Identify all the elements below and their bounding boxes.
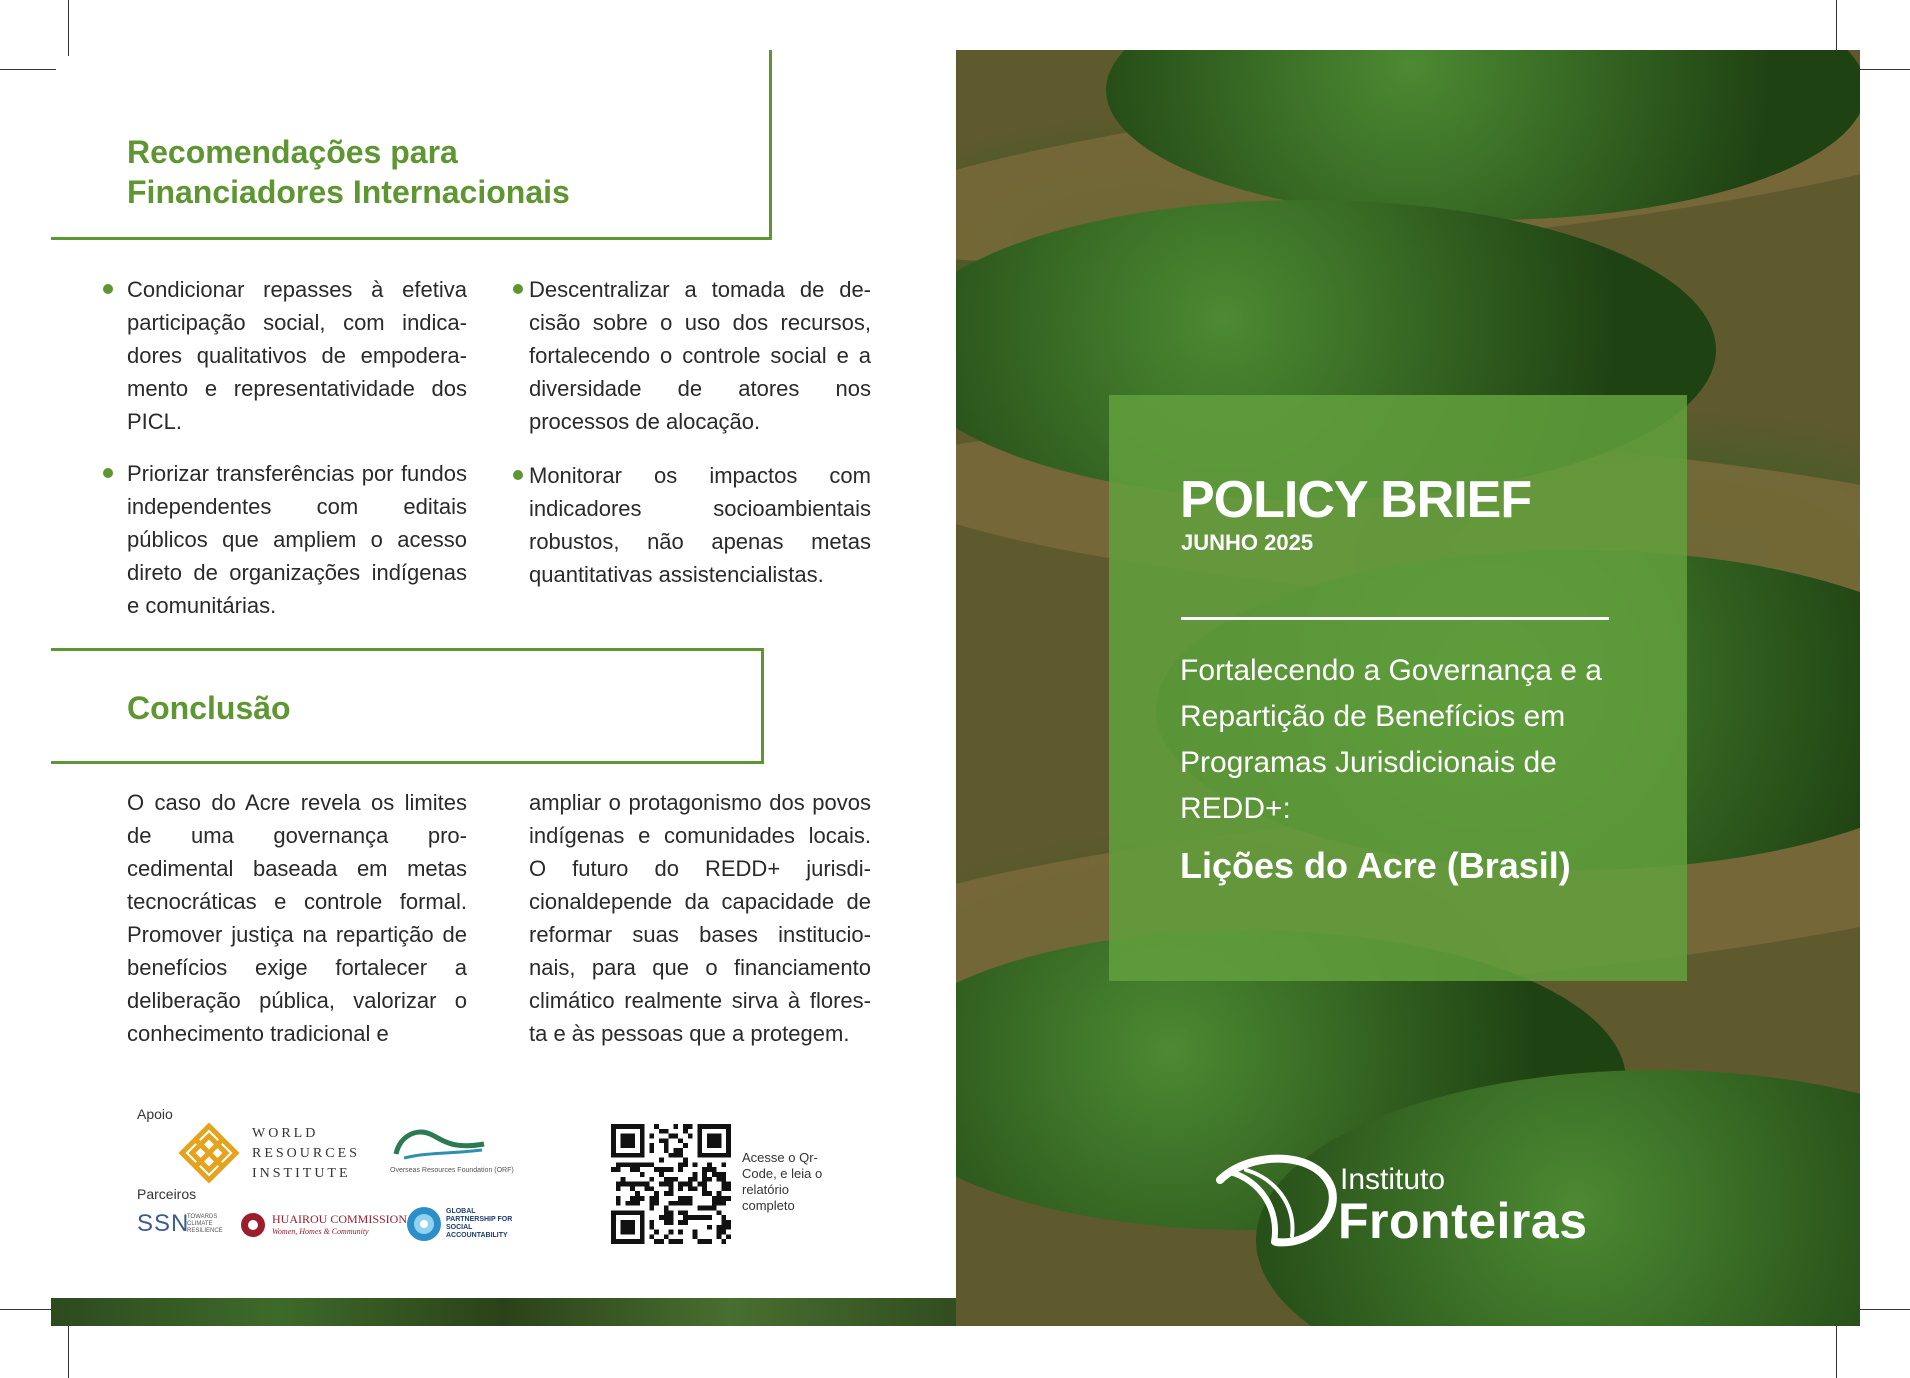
parceiros-label: Parceiros (137, 1186, 197, 1202)
orf-caption: Overseas Resources Foundation (ORF) (390, 1167, 514, 1174)
wri-line: WORLD (252, 1126, 319, 1141)
conclusion-text-col2: ampliar o protagonismo dos povos indígenas e comunidades locais. O futuro do REDD+ jurisdi- cionaldepende da capacidade de reformar suas bases institucio- nais, para que o financiamento climático realmente sirva à flores- ta e às pessoas que a protegem. (529, 790, 871, 1046)
gpsa-line: GLOBAL (446, 1208, 476, 1215)
crop-mark (68, 0, 69, 56)
crop-mark (68, 1322, 69, 1378)
conclusion-heading: Conclusão (127, 690, 291, 726)
orf-wave-icon (390, 1124, 490, 1162)
wri-line: INSTITUTE (252, 1166, 351, 1181)
logo-instituto-text: Instituto (1340, 1163, 1446, 1196)
recommendations-heading (127, 132, 570, 212)
huairou-mark-icon (240, 1212, 266, 1238)
bullet-icon (513, 470, 523, 480)
recommendation-item: Condicionar repasses à efetiva participação social, com indica- dores qualitativos de empodera- mento e representatividade dos PICL. (127, 277, 467, 434)
huairou-logo (240, 1210, 408, 1240)
recommendation-item: Descentralizar a tomada de de- cisão sobre o uso dos recursos, fortalecendo o controle social e a diversidade de atores nos processos de alocação. (529, 277, 871, 434)
bullet-icon (103, 468, 113, 478)
orf-logo (390, 1124, 514, 1176)
qr-code[interactable] (611, 1124, 731, 1244)
wri-logo (178, 1122, 240, 1184)
ssn-name: SSN (137, 1210, 190, 1237)
wri-name (252, 1124, 360, 1184)
gpsa-line: ACCOUNTABILITY (446, 1232, 508, 1239)
crop-mark (1856, 69, 1910, 70)
instituto-fronteiras-logo (1210, 1150, 1340, 1250)
huairou-tag: Women, Homes & Community (272, 1227, 369, 1236)
cover-lessons-title: Lições do Acre (Brasil) (1180, 845, 1571, 886)
crop-mark (1836, 1322, 1837, 1378)
policy-brief-title: POLICY BRIEF (1180, 471, 1532, 529)
publication-date: JUNHO 2025 (1181, 530, 1314, 555)
wri-line: RESOURCES (252, 1146, 360, 1161)
recommendation-item: Priorizar transferências por fundos independentes com editais públicos que ampliem o acesso direto de organizações indígenas e comunitárias. (127, 461, 467, 618)
forest-strip (51, 1298, 956, 1326)
ssn-logo (137, 1210, 227, 1240)
crop-mark (1836, 0, 1837, 56)
crop-mark (0, 69, 56, 70)
ssn-tag: TOWARDS CLIMATE RESILIENCE (187, 1214, 223, 1234)
wri-mark-icon (178, 1122, 240, 1184)
recommendations-heading-line1: Recomendações para (127, 134, 458, 170)
bullet-icon (513, 284, 523, 294)
bullet-icon (103, 284, 113, 294)
gpsa-name (446, 1208, 512, 1240)
crop-mark (0, 1309, 56, 1310)
fronteiras-swoosh-icon (1210, 1150, 1340, 1250)
apoio-label: Apoio (137, 1106, 173, 1122)
recommendations-heading-line2: Financiadores Internacionais (127, 174, 570, 210)
gpsa-line: SOCIAL (446, 1224, 473, 1231)
gpsa-globe-icon (406, 1206, 442, 1242)
cover-subtitle: Fortalecendo a Governança e a Repartição de Benefícios em Programas Jurisdicionais de REDD+: (1180, 654, 1602, 825)
crop-mark (1856, 1309, 1910, 1310)
huairou-name: HUAIROU COMMISSION (272, 1212, 408, 1226)
recommendation-item: Monitorar os impactos com indicadores socioambientais robustos, não apenas metas quantitativas assistencialistas. (529, 463, 871, 587)
divider-line (1181, 617, 1609, 620)
logo-fronteiras-text: Fronteiras (1338, 1193, 1588, 1249)
gpsa-logo (406, 1206, 516, 1244)
qr-code-icon (611, 1124, 731, 1244)
qr-caption: Acesse o Qr- Code, e leia o relatório completo (742, 1150, 823, 1213)
gpsa-line: PARTNERSHIP FOR (446, 1216, 513, 1223)
conclusion-text-col1: O caso do Acre revela os limites de uma governança pro- cedimental baseada em metas tecnocráticas e controle formal. Promover justiça na repartição de benefícios exige fortalecer a deliberação pública, valorizar o conhecimento tradicional e (127, 790, 467, 1046)
